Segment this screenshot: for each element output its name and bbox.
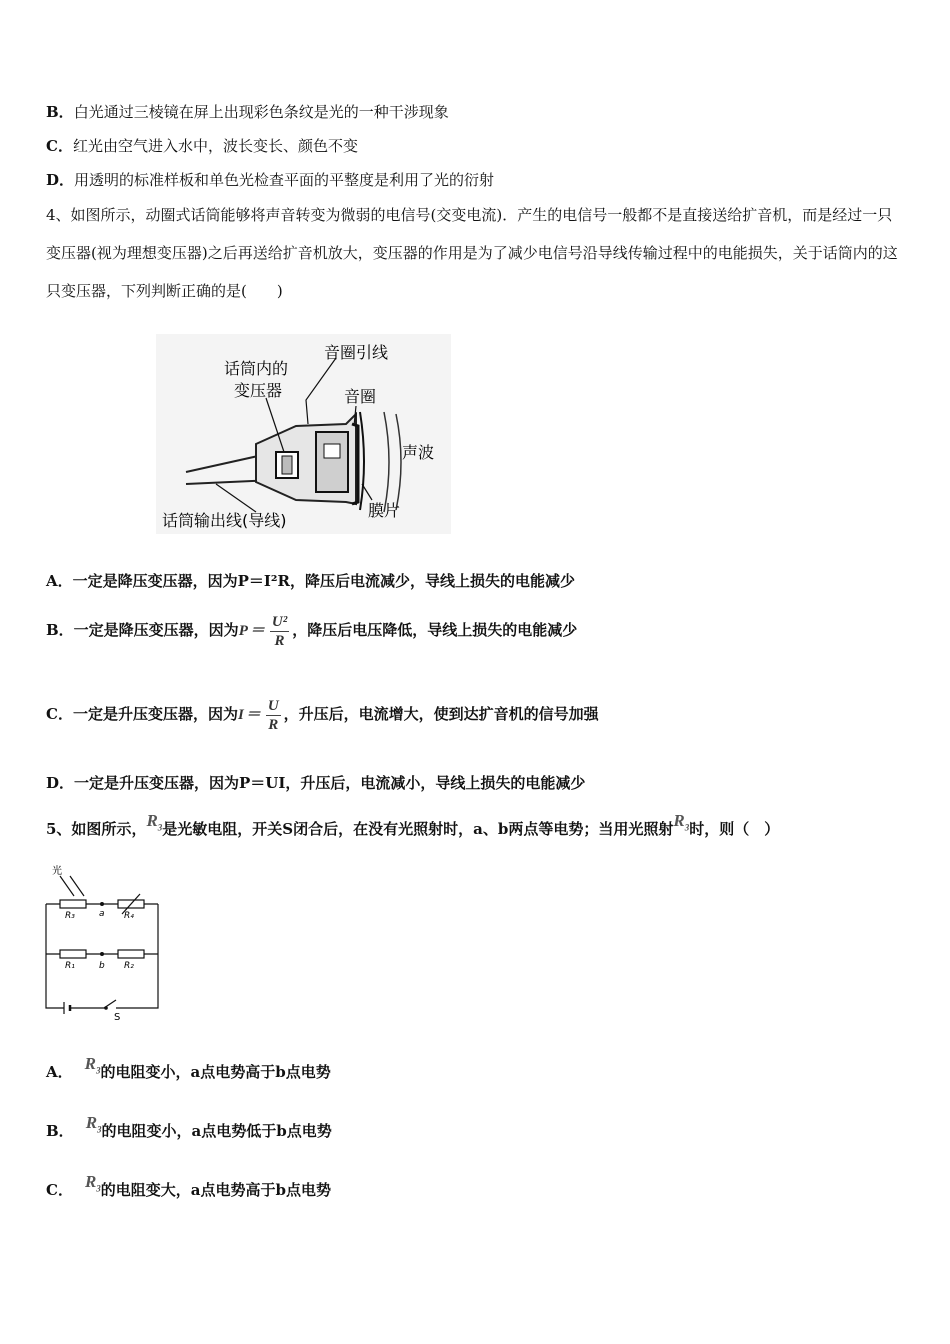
option-suffix: ，降压后电压降低，导线上损失的电能减少 (292, 621, 578, 639)
q3-option-d (46, 170, 494, 190)
fraction-denominator: R (268, 716, 279, 733)
formula-fraction (270, 613, 289, 650)
resistor-r3 (60, 900, 86, 908)
formula-fraction (266, 697, 281, 734)
q5-option-a (46, 1052, 331, 1098)
q4-stem: 4、如图所示，动圈式话筒能够将声音转变为微弱的电信号(交变电流)．产生的电信号一般都不是直接送给扩音机，而是经过一只变压器(视为理想变压器)之后再送给扩音机放大，变压器的作用是为了减少电信号沿导线传输过程中的电能损失，关于话筒内的这只变压器，下列判断正确的是( ) (46, 206, 898, 300)
q5-stem (46, 812, 779, 852)
option-text: 的电阻变大，a点电势高于b点电势 (100, 1181, 332, 1199)
r3-subscript: 3 (97, 1124, 102, 1135)
label-transformer-1: 话筒内的 (224, 359, 289, 378)
r3-letter: R (146, 811, 158, 830)
fraction-numerator: U² (271, 613, 288, 630)
label-output: 话筒输出线(导线) (162, 511, 287, 530)
microphone-diagram (156, 334, 451, 534)
q3-option-b (46, 102, 449, 122)
r3-symbol (84, 1172, 101, 1194)
option-text: 用透明的标准样板和单色光检查平面的平整度是利用了光的衍射 (74, 171, 495, 189)
label-r4: R₄ (124, 911, 134, 921)
formula-eq: ＝ (245, 707, 261, 723)
switch-wire (70, 1000, 116, 1008)
label-light: 光 (52, 866, 62, 877)
node-b (100, 952, 104, 956)
r3-subscript: 3 (157, 822, 163, 833)
magnet-shape (316, 432, 348, 492)
resistor-r1 (60, 950, 86, 958)
label-transformer-2: 变压器 (234, 381, 283, 400)
option-text: 的电阻变小，a点电势低于b点电势 (101, 1122, 332, 1140)
option-letter: B． (46, 1122, 74, 1140)
label-b: b (99, 961, 105, 971)
formula-lhs: I (237, 707, 244, 723)
r3-subscript: 3 (95, 1065, 101, 1076)
label-r1: R₁ (65, 961, 75, 971)
label-coil: 音圈 (344, 387, 377, 406)
q4-option-c (46, 694, 599, 735)
node-a (100, 902, 104, 906)
transformer-core (282, 456, 292, 474)
q4-option-b (46, 610, 577, 651)
r3-letter: R (84, 1172, 97, 1191)
q5-option-b (46, 1111, 332, 1157)
option-text: 的电阻变小，a点电势高于b点电势 (100, 1063, 331, 1081)
option-prefix: B．一定是降压变压器，因为 (46, 621, 239, 639)
label-sound: 声波 (402, 443, 435, 462)
r3-letter: R (673, 811, 685, 830)
option-text: 白光通过三棱镜在屏上出现彩色条纹是光的一种干涉现象 (73, 103, 449, 121)
label-r2: R₂ (124, 961, 134, 971)
stem-suffix: 时，则（ ） (689, 820, 780, 838)
light-rays (60, 876, 84, 896)
q4-option-a: A．一定是降压变压器，因为P＝I²R，降压后电流减少，导线上损失的电能减少 (46, 572, 575, 590)
r3-symbol (673, 811, 690, 833)
r3-symbol (146, 811, 163, 833)
formula-eq: ＝ (249, 623, 265, 639)
stem-prefix: 5、如图所示， (46, 820, 147, 838)
r3-subscript: 3 (684, 822, 690, 833)
label-membrane: 膜片 (368, 501, 401, 520)
option-suffix: ，升压后，电流增大，使到达扩音机的信号加强 (283, 705, 599, 723)
fraction-numerator: U (267, 697, 279, 714)
r3-symbol (84, 1054, 101, 1076)
r3-subscript: 3 (96, 1183, 101, 1194)
resistor-r2 (118, 950, 144, 958)
r3-letter: R (84, 1054, 96, 1073)
option-letter: B． (46, 103, 74, 121)
option-letter: D． (46, 171, 75, 189)
label-coil-lead: 音圈引线 (324, 343, 389, 362)
magnet-gap (324, 444, 340, 458)
switch-pivot (104, 1006, 108, 1010)
label-r3: R₃ (65, 911, 75, 921)
label-switch: S (114, 1012, 121, 1022)
option-letter: C． (46, 1181, 73, 1199)
r3-symbol (85, 1113, 102, 1135)
fraction-denominator: R (274, 632, 285, 649)
label-a: a (99, 909, 105, 919)
option-letter: A． (46, 1063, 73, 1081)
option-prefix: C．一定是升压变压器，因为 (46, 705, 238, 723)
option-text: 红光由空气进入水中，波长变长、颜色不变 (72, 137, 358, 155)
formula-lhs: P (238, 623, 248, 639)
q3-option-c (46, 136, 358, 156)
circuit-diagram (40, 862, 170, 1022)
option-letter: C． (46, 137, 73, 155)
r3-letter: R (85, 1113, 98, 1132)
q5-option-c (46, 1170, 331, 1216)
q4-option-d: D．一定是升压变压器，因为P＝UI，升压后，电流减小，导线上损失的电能减少 (46, 774, 586, 792)
stem-middle: 是光敏电阻，开关S闭合后，在没有光照射时，a、b两点等电势；当用光照射 (162, 820, 674, 838)
